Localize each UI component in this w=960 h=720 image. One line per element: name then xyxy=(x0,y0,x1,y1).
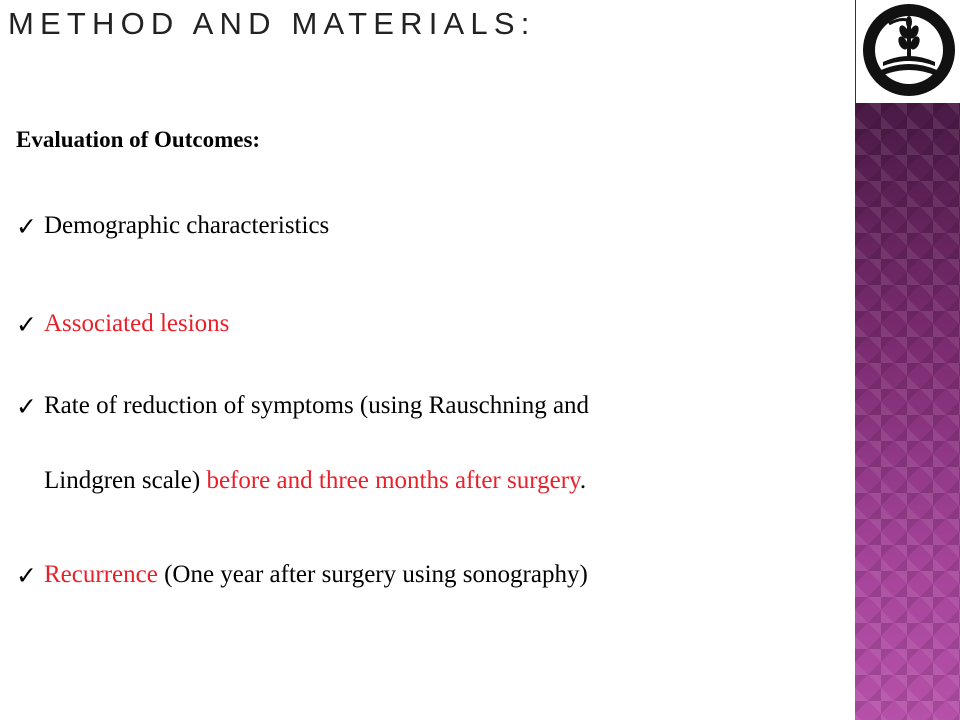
bullet-text xyxy=(44,561,588,589)
section-subtitle: Evaluation of Outcomes: xyxy=(16,127,261,152)
bullet-highlight: Recurrence xyxy=(44,561,158,588)
bullet-text: Associated lesions xyxy=(44,310,230,337)
bullet-text: Rate of reduction of symptoms (using Rauschning and xyxy=(44,392,590,419)
checkmark-icon: ✓ xyxy=(16,312,37,339)
wheat-emblem-icon xyxy=(859,0,959,100)
checkmark-icon: ✓ xyxy=(16,563,37,590)
sidebar-pattern xyxy=(855,103,960,720)
checkmark-icon: ✓ xyxy=(16,394,37,421)
bullet-text: Lindgren scale) xyxy=(44,467,207,494)
decorative-sidebar xyxy=(855,103,960,720)
bullet-highlight: before and three months after surgery xyxy=(206,467,580,494)
bullet-punctuation: . xyxy=(579,467,587,494)
checkmark-icon: ✓ xyxy=(16,214,37,241)
bullet-text: Demographic characteristics xyxy=(44,212,330,239)
bullet-text-rest: (One year after surgery using sonography) xyxy=(157,561,588,588)
slide-title: METHOD AND MATERIALS: xyxy=(8,6,536,41)
logo xyxy=(855,0,960,103)
bullet-symptom-reduction-continued xyxy=(44,467,586,495)
